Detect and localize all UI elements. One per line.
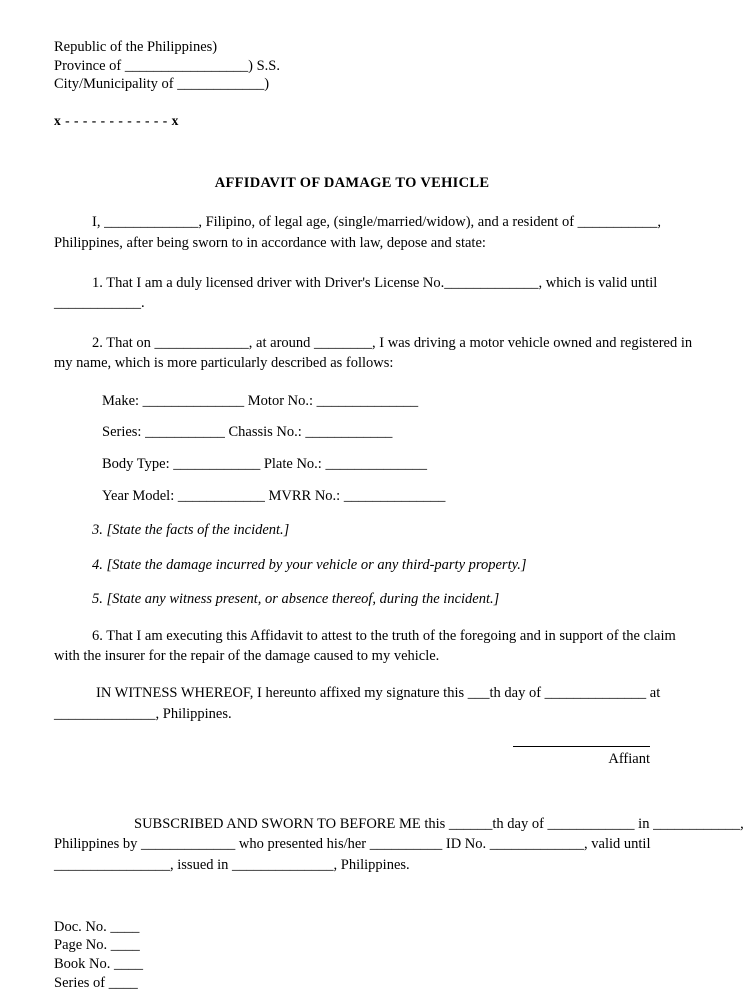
item-3-paragraph xyxy=(54,520,650,541)
intro-paragraph xyxy=(54,212,662,253)
affiant-label: Affiant xyxy=(608,751,650,768)
vehicle-field-make-motor: Make: ______________ Motor No.: ______________ xyxy=(102,392,419,409)
signature-line xyxy=(513,746,650,747)
venue-line-province: Province of _________________) S.S. xyxy=(54,57,280,74)
footer-doc-no: Doc. No. ____ xyxy=(54,918,140,935)
item-6-line-1: 6. That I am executing this Affidavit to attest to the truth of the foregoing and in support of the claim xyxy=(92,627,676,644)
item-4-text: 4. [State the damage incurred by your vehicle or any third-party property.] xyxy=(92,556,527,573)
item-1-line-2: ____________. xyxy=(54,295,145,312)
item-4-paragraph xyxy=(54,555,650,576)
witness-clause xyxy=(54,683,661,724)
signature-block xyxy=(54,746,650,770)
jurat-line-2: Philippines by _____________ who presented his/her __________ ID No. _____________, valid until xyxy=(54,836,651,853)
intro-line-2: Philippines, after being sworn to in accordance with law, depose and state: xyxy=(54,234,486,251)
item-2-line-1: 2. That on _____________, at around ________, I was driving a motor vehicle owned and registered in xyxy=(92,334,693,351)
item-3-text: 3. [State the facts of the incident.] xyxy=(92,522,290,539)
affidavit-document xyxy=(54,0,744,993)
item-2-line-2: my name, which is more particularly described as follows: xyxy=(54,355,394,372)
venue-line-republic: Republic of the Philippines) xyxy=(54,39,218,55)
item-1-paragraph xyxy=(54,273,658,314)
jurat-line-1: SUBSCRIBED AND SWORN TO BEFORE ME this ______th day of ____________ in ____________, xyxy=(134,815,744,832)
item-5-paragraph xyxy=(54,589,650,610)
witness-line-2: ______________, Philippines. xyxy=(54,705,232,722)
page-title: AFFIDAVIT OF DAMAGE TO VEHICLE xyxy=(214,174,490,191)
notarial-footer xyxy=(54,918,650,993)
item-6-line-2: with the insurer for the repair of the damage caused to my vehicle. xyxy=(54,648,440,665)
vehicle-details-block xyxy=(54,391,650,506)
jurat-block xyxy=(54,814,744,876)
witness-line-1: IN WITNESS WHEREOF, I hereunto affixed my signature this ___th day of ______________ at xyxy=(96,685,661,702)
vehicle-field-series-chassis: Series: ___________ Chassis No.: ____________ xyxy=(102,424,393,441)
intro-line-1: I, _____________, Filipino, of legal age, (single/married/widow), and a resident of ___________, xyxy=(92,214,662,231)
footer-book-no: Book No. ____ xyxy=(54,956,144,973)
venue-separator: x - - - - - - - - - - - - x xyxy=(54,112,179,128)
venue-line-city-municipality: City/Municipality of ____________) xyxy=(54,76,270,93)
item-1-line-1: 1. That I am a duly licensed driver with Driver's License No._____________, which is valid until xyxy=(92,274,658,291)
item-5-text: 5. [State any witness present, or absence thereof, during the incident.] xyxy=(92,591,500,608)
item-2-paragraph xyxy=(54,333,693,374)
footer-page-no: Page No. ____ xyxy=(54,937,140,954)
vehicle-field-yearmodel-mvrr: Year Model: ____________ MVRR No.: ______________ xyxy=(102,487,446,504)
footer-series-of: Series of ____ xyxy=(54,975,138,992)
venue-block xyxy=(54,0,650,130)
vehicle-field-bodytype-plate: Body Type: ____________ Plate No.: ______________ xyxy=(102,456,427,472)
item-6-paragraph xyxy=(54,626,676,667)
jurat-line-3: ________________, issued in ______________, Philippines. xyxy=(54,856,410,873)
